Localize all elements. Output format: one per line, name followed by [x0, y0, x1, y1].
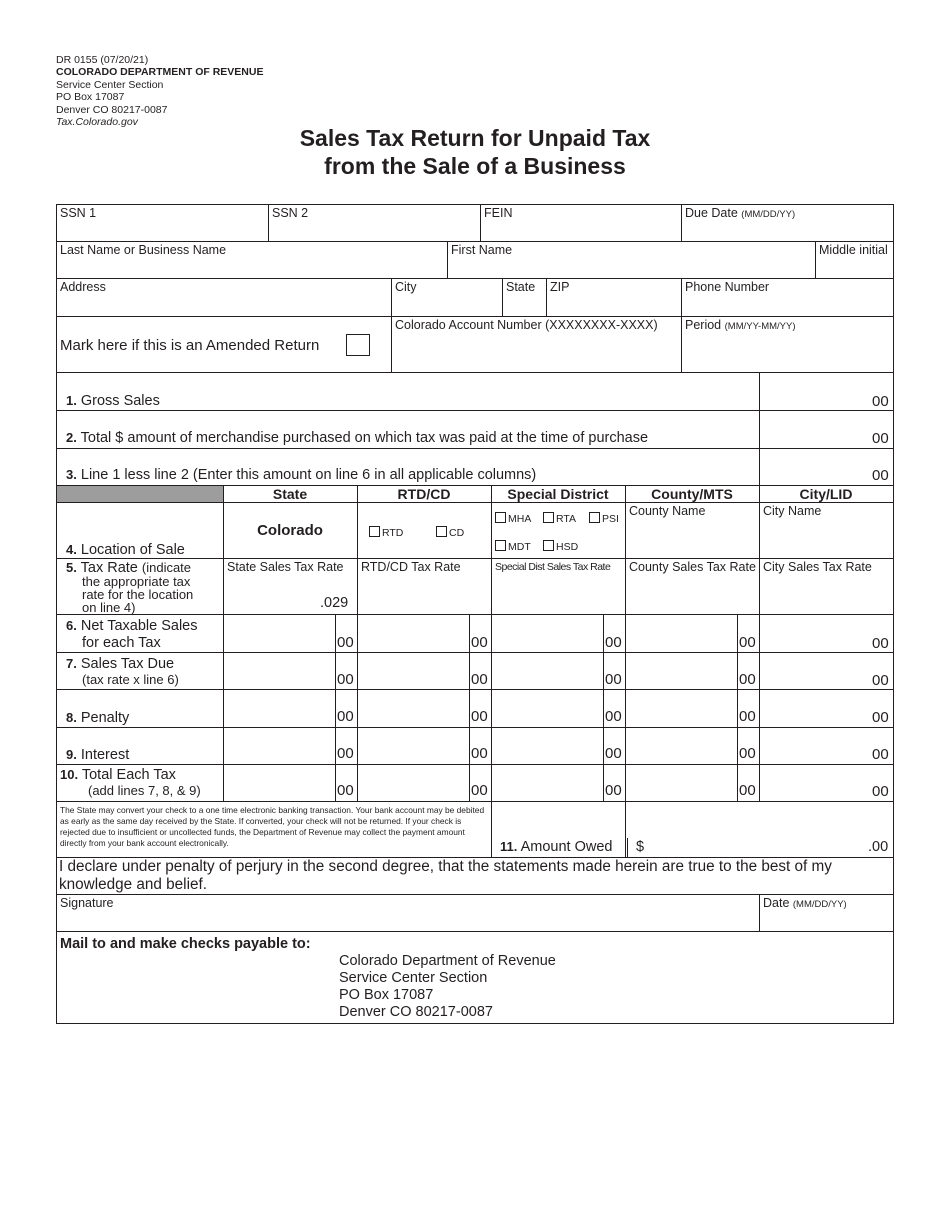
r10-rtd-cents: 00 [471, 782, 488, 799]
due-date-label: Due Date [685, 206, 738, 220]
r6-rtd-cents: 00 [471, 634, 488, 651]
cd-option[interactable]: CD [436, 526, 464, 539]
state-location-value: Colorado [257, 522, 323, 539]
ssn1-field[interactable]: SSN 1 [60, 206, 97, 220]
r6-sd-cents: 00 [605, 634, 622, 651]
mailing-address [339, 953, 556, 1021]
r6-county-cents: 00 [739, 634, 756, 651]
city-name-field[interactable]: City Name [763, 504, 822, 518]
period-field[interactable] [685, 318, 796, 332]
psi-checkbox[interactable] [589, 512, 600, 523]
title-line-2: from the Sale of a Business [324, 153, 626, 179]
title-line-1: Sales Tax Return for Unpaid Tax [299, 125, 651, 151]
city-rate-field[interactable]: City Sales Tax Rate [763, 560, 872, 574]
row-5-label: 5. Tax Rate (indicate the appropriate tax rate for the location on line 4) [66, 560, 194, 615]
mail-to-heading: Mail to and make checks payable to: [60, 936, 311, 952]
electronic-check-notice: The State may convert your check to a one time electronic banking transaction. Your bank account may be debited as early as the same day received by the State. If converted, your check will not be returned. If your check is rejected due to insufficient or uncollected funds, the Department of Revenue may collect the payment amount directly from your bank account electronically. [60, 805, 485, 848]
agency-website[interactable]: Tax.Colorado.gov [56, 116, 138, 129]
mail-addr-4: Denver CO 80217-0087 [339, 1004, 493, 1020]
mail-addr-3: PO Box 17087 [339, 987, 434, 1003]
rtd-rate-field[interactable]: RTD/CD Tax Rate [361, 560, 461, 574]
mha-option[interactable]: MHA [495, 512, 531, 525]
date-label: Date [763, 896, 790, 910]
row-4-label: 4. Location of Sale [66, 542, 185, 558]
ssn2-field[interactable]: SSN 2 [272, 206, 309, 220]
zip-field[interactable]: ZIP [550, 280, 570, 294]
agency-city: Denver CO 80217-0087 [56, 103, 168, 116]
row-8-label: 8. Penalty [66, 710, 130, 726]
mdt-checkbox[interactable] [495, 540, 506, 551]
r7-sd-cents: 00 [605, 671, 622, 688]
row-10-label: 10. Total Each Tax (add lines 7, 8, & 9) [60, 767, 201, 798]
rtd-checkbox[interactable] [369, 526, 380, 537]
r8-state-cents: 00 [337, 708, 354, 725]
line-3-label: 3. Line 1 less line 2 (Enter this amount on line 6 in all applicable columns) [66, 467, 537, 483]
state-rate-field[interactable]: State Sales Tax Rate [227, 560, 344, 574]
city-field[interactable]: City [395, 280, 417, 294]
mail-addr-1: Colorado Department of Revenue [339, 953, 556, 969]
form-id: DR 0155 (07/20/21) [56, 54, 149, 66]
rtd-option[interactable]: RTD [369, 526, 403, 539]
declaration-text: I declare under penalty of perjury in the second degree, that the statements made herein are true to the best of my knowledge and belief. [59, 858, 832, 893]
sd-rate-field[interactable]: Special Dist Sales Tax Rate [495, 561, 611, 573]
period-label: Period [685, 318, 722, 332]
psi-option[interactable]: PSI [589, 512, 619, 525]
col-state: State [272, 486, 308, 502]
hsd-option[interactable]: HSD [543, 540, 578, 553]
line-11-label: 11. Amount Owed [500, 839, 613, 855]
period-format: (MM/YY-MM/YY) [724, 321, 796, 332]
r9-rtd-cents: 00 [471, 745, 488, 762]
cd-checkbox[interactable] [436, 526, 447, 537]
r8-rtd-cents: 00 [471, 708, 488, 725]
address-field[interactable]: Address [60, 280, 106, 294]
r10-sd-cents: 00 [605, 782, 622, 799]
signature-field[interactable]: Signature [60, 896, 114, 910]
middle-initial-field[interactable]: Middle initial [819, 243, 888, 257]
dollar-sign: $ [636, 839, 645, 855]
r9-city-cents: 00 [872, 746, 889, 763]
col-city-lid: City/LID [799, 486, 853, 502]
hsd-checkbox[interactable] [543, 540, 554, 551]
row-9-label: 9. Interest [66, 747, 130, 763]
last-name-field[interactable]: Last Name or Business Name [60, 243, 227, 257]
county-rate-field[interactable]: County Sales Tax Rate [629, 560, 756, 574]
col-county-mts: County/MTS [651, 486, 733, 502]
rta-option[interactable]: RTA [543, 512, 576, 525]
fein-field[interactable]: FEIN [484, 206, 513, 220]
r9-county-cents: 00 [739, 745, 756, 762]
mail-addr-2: Service Center Section [339, 970, 488, 986]
date-format: (MM/DD/YY) [792, 899, 847, 910]
date-field[interactable] [763, 896, 847, 910]
due-date-format: (MM/DD/YY) [741, 209, 796, 220]
amended-checkbox[interactable] [346, 334, 370, 356]
shaded-cell [57, 486, 223, 502]
r7-rtd-cents: 00 [471, 671, 488, 688]
row-7-label: 7. Sales Tax Due (tax rate x line 6) [66, 656, 179, 687]
agency-name: COLORADO DEPARTMENT OF REVENUE [56, 66, 264, 79]
first-name-field[interactable]: First Name [451, 243, 513, 257]
r6-city-cents: 00 [872, 635, 889, 652]
agency-box: PO Box 17087 [56, 91, 125, 104]
r8-county-cents: 00 [739, 708, 756, 725]
r9-state-cents: 00 [337, 745, 354, 762]
page-title [0, 124, 950, 180]
r7-city-cents: 00 [872, 672, 889, 689]
mdt-option[interactable]: MDT [495, 540, 531, 553]
r10-county-cents: 00 [739, 782, 756, 799]
mha-checkbox[interactable] [495, 512, 506, 523]
line-3-cents: 00 [872, 467, 889, 484]
r8-sd-cents: 00 [605, 708, 622, 725]
r7-state-cents: 00 [337, 671, 354, 688]
col-special-district: Special District [507, 486, 609, 502]
col-rtd-cd: RTD/CD [397, 486, 451, 502]
line-1-cents: 00 [872, 393, 889, 410]
phone-field[interactable]: Phone Number [685, 280, 770, 294]
r9-sd-cents: 00 [605, 745, 622, 762]
row-6-label: 6. Net Taxable Sales for each Tax [66, 618, 198, 651]
r10-city-cents: 00 [872, 783, 889, 800]
amount-owed-value[interactable]: .00 [868, 839, 889, 855]
r6-state-cents: 00 [337, 634, 354, 651]
rta-checkbox[interactable] [543, 512, 554, 523]
r8-city-cents: 00 [872, 709, 889, 726]
county-name-field[interactable]: County Name [629, 504, 706, 518]
r7-county-cents: 00 [739, 671, 756, 688]
state-field[interactable]: State [506, 280, 536, 294]
agency-section: Service Center Section [56, 78, 164, 91]
co-account-field[interactable]: Colorado Account Number (XXXXXXXX-XXXX) [395, 318, 658, 332]
agency-header [56, 54, 263, 128]
r10-state-cents: 00 [337, 782, 354, 799]
line-1-label: 1. Gross Sales [66, 393, 160, 409]
line-2-cents: 00 [872, 430, 889, 447]
amended-label: Mark here if this is an Amended Return [60, 337, 320, 354]
due-date-field[interactable] [685, 206, 795, 220]
state-rate-value: .029 [320, 595, 349, 611]
line-2-label: 2. Total $ amount of merchandise purchased on which tax was paid at the time of purchase [66, 430, 649, 446]
